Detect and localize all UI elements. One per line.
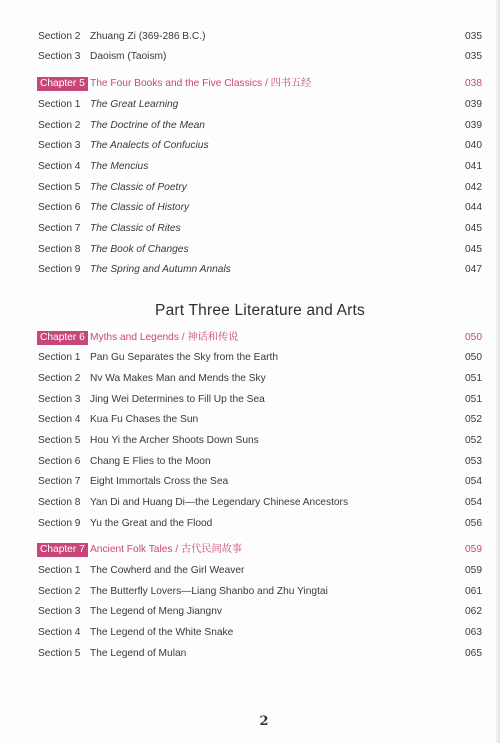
section-label: Section 1: [38, 565, 81, 576]
page-ref: 045: [465, 244, 482, 255]
section-row: [38, 516, 482, 532]
section-title: The Doctrine of the Mean: [90, 120, 205, 131]
section-row: [38, 350, 482, 366]
section-row: [38, 242, 482, 258]
section-label: Section 2: [38, 373, 81, 384]
chapter-label: Chapter 7: [37, 543, 88, 557]
section-label: Section 3: [38, 606, 81, 617]
section-label: Section 2: [38, 120, 81, 131]
section-row: [38, 29, 482, 45]
page-ref: 039: [465, 120, 482, 131]
page-ref: 050: [465, 352, 482, 363]
section-title: Nv Wa Makes Man and Mends the Sky: [90, 373, 266, 384]
section-label: Section 2: [38, 586, 81, 597]
section-label: Section 6: [38, 202, 81, 213]
section-row: [38, 474, 482, 490]
page-ref: 059: [465, 544, 482, 555]
chapter-row: [38, 542, 482, 558]
section-title: Daoism (Taoism): [90, 51, 167, 62]
section-label: Section 5: [38, 435, 81, 446]
section-label: Section 7: [38, 223, 81, 234]
page-ref: 053: [465, 456, 482, 467]
section-title: The Spring and Autumn Annals: [90, 264, 231, 275]
section-label: Section 2: [38, 31, 81, 42]
section-row: [38, 495, 482, 511]
section-label: Section 4: [38, 627, 81, 638]
section-title: Hou Yi the Archer Shoots Down Suns: [90, 435, 259, 446]
section-label: Section 9: [38, 264, 81, 275]
section-row: [38, 221, 482, 237]
section-title: The Legend of Mulan: [90, 648, 187, 659]
section-title: The Book of Changes: [90, 244, 189, 255]
chapter-title: The Four Books and the Five Classics / 四书五经: [90, 78, 312, 89]
section-label: Section 8: [38, 497, 81, 508]
section-label: Section 4: [38, 161, 81, 172]
section-title: Yan Di and Huang Di—the Legendary Chinese Ancestors: [90, 497, 349, 508]
page-ref: 047: [465, 264, 482, 275]
section-title: The Great Learning: [90, 99, 179, 110]
section-row: [38, 604, 482, 620]
section-label: Section 3: [38, 394, 81, 405]
page-ref: 062: [465, 606, 482, 617]
page-ref: 035: [465, 31, 482, 42]
page-ref: 045: [465, 223, 482, 234]
page-ref: 050: [465, 332, 482, 343]
section-row: [38, 433, 482, 449]
section-label: Section 5: [38, 648, 81, 659]
chapter-label: Chapter 5: [37, 77, 88, 91]
section-title: The Butterfly Lovers—Liang Shanbo and Zhu Yingtai: [90, 586, 328, 597]
section-title: The Legend of Meng Jiangnv: [90, 606, 222, 617]
section-title: Kua Fu Chases the Sun: [90, 414, 199, 425]
page-ref: 061: [465, 586, 482, 597]
page-ref: 051: [465, 394, 482, 405]
section-label: Section 4: [38, 414, 81, 425]
section-row: [38, 392, 482, 408]
page-ref: 052: [465, 435, 482, 446]
page-ref: 065: [465, 648, 482, 659]
section-row: [38, 625, 482, 641]
page-ref: 059: [465, 565, 482, 576]
page-ref: 035: [465, 51, 482, 62]
page-ref: 038: [465, 78, 482, 89]
page-edge-shadow: [496, 0, 500, 743]
section-row: [38, 180, 482, 196]
page-ref: 054: [465, 497, 482, 508]
section-row: [38, 138, 482, 154]
section-title: The Mencius: [90, 161, 149, 172]
section-row: [38, 118, 482, 134]
chapter-row: [38, 330, 482, 346]
section-label: Section 1: [38, 352, 81, 363]
section-title: Zhuang Zi (369-286 B.C.): [90, 31, 206, 42]
page-ref: 056: [465, 518, 482, 529]
page-ref: 039: [465, 99, 482, 110]
part-title: Part Three Literature and Arts: [155, 302, 365, 319]
section-row: [38, 262, 482, 278]
page-ref: 040: [465, 140, 482, 151]
section-title: The Classic of Poetry: [90, 182, 187, 193]
section-row: [38, 563, 482, 579]
section-title: Chang E Flies to the Moon: [90, 456, 211, 467]
chapter-label: Chapter 6: [37, 331, 88, 345]
section-row: [38, 159, 482, 175]
section-row: [38, 49, 482, 65]
section-label: Section 8: [38, 244, 81, 255]
page-number: 2: [259, 714, 269, 729]
section-title: The Analects of Confucius: [90, 140, 209, 151]
section-title: The Classic of Rites: [90, 223, 181, 234]
section-row: [38, 200, 482, 216]
page-ref: 041: [465, 161, 482, 172]
section-label: Section 5: [38, 182, 81, 193]
section-title: The Legend of the White Snake: [90, 627, 234, 638]
page-ref: 054: [465, 476, 482, 487]
page-ref: 063: [465, 627, 482, 638]
page-ref: 044: [465, 202, 482, 213]
section-row: [38, 584, 482, 600]
chapter-title: Myths and Legends / 神话和传说: [90, 332, 239, 343]
chapter-row: [38, 76, 482, 92]
section-title: Pan Gu Separates the Sky from the Earth: [90, 352, 279, 363]
section-title: Yu the Great and the Flood: [90, 518, 213, 529]
section-row: [38, 646, 482, 662]
section-label: Section 3: [38, 140, 81, 151]
page-ref: 051: [465, 373, 482, 384]
section-label: Section 6: [38, 456, 81, 467]
page-ref: 052: [465, 414, 482, 425]
section-row: [38, 371, 482, 387]
section-label: Section 9: [38, 518, 81, 529]
chapter-title: Ancient Folk Tales / 古代民间故事: [90, 544, 243, 555]
section-title: The Cowherd and the Girl Weaver: [90, 565, 245, 576]
section-label: Section 7: [38, 476, 81, 487]
section-row: [38, 454, 482, 470]
section-title: The Classic of History: [90, 202, 190, 213]
section-label: Section 1: [38, 99, 81, 110]
page-ref: 042: [465, 182, 482, 193]
section-row: [38, 97, 482, 113]
section-title: Eight Immortals Cross the Sea: [90, 476, 229, 487]
section-title: Jing Wei Determines to Fill Up the Sea: [90, 394, 265, 405]
section-row: [38, 412, 482, 428]
section-label: Section 3: [38, 51, 81, 62]
